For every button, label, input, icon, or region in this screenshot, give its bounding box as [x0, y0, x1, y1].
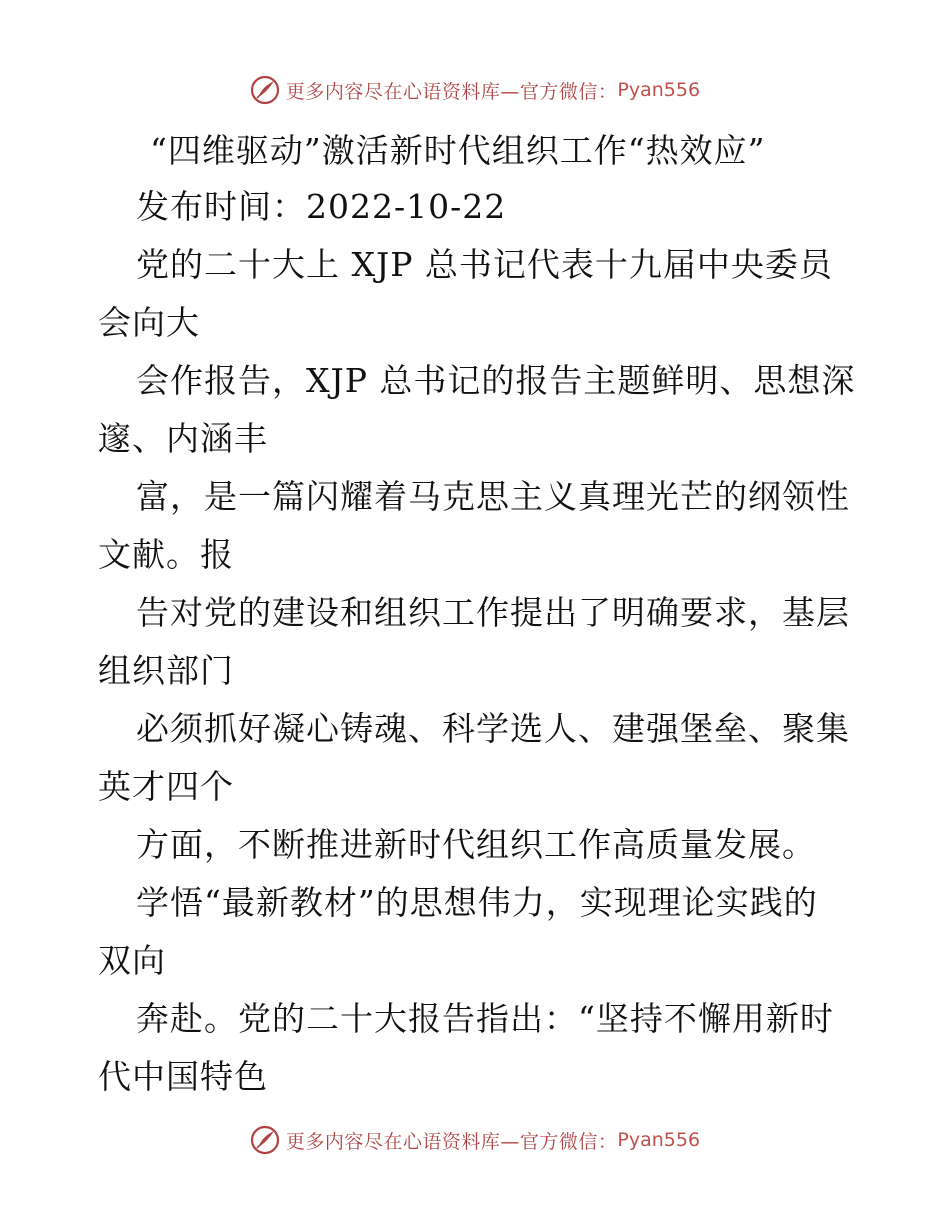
paragraph-line: 邃、内涵丰 — [98, 419, 268, 458]
paragraph-line: 会作报告，XJP 总书记的报告主题鲜明、思想深 — [136, 361, 856, 400]
paragraph-line: 告对党的建设和组织工作提出了明确要求，基层 — [136, 593, 850, 632]
paragraph-line: 文献。报 — [98, 535, 234, 574]
paragraph-line: 奔赴。党的二十大报告指出：“坚持不懈用新时 — [136, 999, 834, 1038]
paragraph-line: 富，是一篇闪耀着马克思主义真理光芒的纲领性 — [136, 477, 850, 516]
document-title: “四维驱动”激活新时代组织工作“热效应” — [150, 131, 766, 170]
paragraph-line: 会向大 — [98, 303, 200, 342]
paragraph-line: 学悟“最新教材”的思想伟力，实现理论实践的 — [136, 883, 818, 922]
quill-logo-icon — [250, 75, 280, 105]
watermark-text: 更多内容尽在心语资料库—官方微信： — [285, 80, 618, 103]
footer-watermark — [0, 1122, 950, 1158]
watermark-text: 更多内容尽在心语资料库—官方微信： — [285, 1130, 618, 1153]
paragraph-line: 双向 — [98, 941, 166, 980]
wechat-id: Pyan556 — [617, 1129, 701, 1151]
paragraph-line: 方面，不断推进新时代组织工作高质量发展。 — [136, 825, 816, 864]
paragraph-line: 英才四个 — [98, 767, 234, 806]
publish-date: 发布时间：2022-10-22 — [136, 187, 507, 226]
wechat-id: Pyan556 — [617, 79, 701, 101]
paragraph-line: 组织部门 — [98, 651, 234, 690]
paragraph-line: 代中国特色 — [98, 1057, 268, 1096]
quill-logo-icon — [250, 1125, 280, 1155]
header-watermark — [0, 72, 950, 108]
paragraph-line: 必须抓好凝心铸魂、科学选人、建强堡垒、聚集 — [136, 709, 850, 748]
paragraph-line: 党的二十大上 XJP 总书记代表十九届中央委员 — [136, 245, 833, 284]
